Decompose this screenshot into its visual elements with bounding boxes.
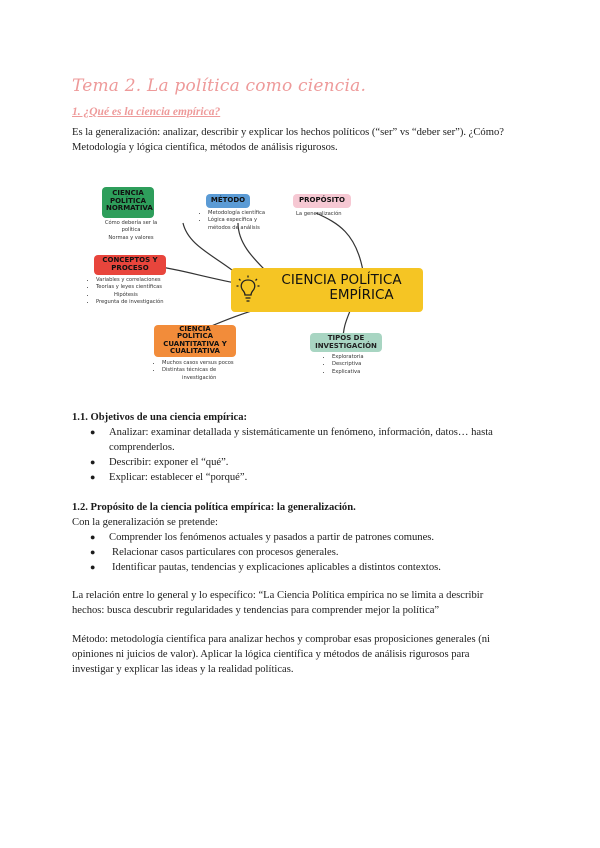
tipos-item: • Explicativa bbox=[332, 369, 384, 376]
objectives-list bbox=[72, 425, 532, 485]
relation-line: La relación entre lo general y lo específico: “La Ciencia Política empírica no se limita a describir bbox=[72, 590, 484, 601]
intro-line: Metodología y lógica científica, métodos de análisis rigurosos. bbox=[72, 142, 338, 153]
list-item-text: Relacionar casos particulares con procesos generales. bbox=[112, 547, 339, 558]
relation-paragraph bbox=[72, 588, 532, 618]
list-item bbox=[72, 455, 532, 470]
list-item bbox=[72, 425, 532, 455]
metodo-item: • Lógica específica y bbox=[208, 217, 280, 224]
list-item-text: Identificar pautas, tendencias y explicaciones aplicables a distintos contextos. bbox=[112, 562, 441, 573]
list-item bbox=[72, 470, 532, 485]
cuantitativa-item: • Distintas técnicas de bbox=[162, 367, 264, 374]
normativa-label-line: POLÍTICA bbox=[109, 196, 147, 205]
generalization-list bbox=[72, 530, 532, 575]
cuantitativa-item: • Muchos casos versus pocos bbox=[162, 360, 264, 367]
normativa-label-line: CIENCIA bbox=[112, 189, 144, 197]
list-item-text: Describir: exponer el “qué”. bbox=[109, 457, 229, 468]
lightbulb-icon bbox=[236, 275, 260, 305]
tipos-item: • Descriptiva bbox=[332, 361, 384, 368]
section-1-heading: 1. ¿Qué es la ciencia empírica? bbox=[72, 106, 221, 118]
bullet-icon: ● bbox=[90, 532, 96, 542]
conceptos-item: • Hipótesis bbox=[96, 292, 183, 299]
section-1-1-heading: 1.1. Objetivos de una ciencia empírica: bbox=[72, 412, 248, 423]
section-1-2-heading: 1.2. Propósito de la ciencia política empírica: la generalización. bbox=[72, 502, 356, 513]
proposito-text: La generalización bbox=[296, 211, 342, 217]
list-item bbox=[72, 545, 532, 560]
tipos-item: • Exploratoria bbox=[332, 354, 384, 361]
method-line: opiniones ni juicios de valor). Aplicar la lógica científica y métodos de análisis rigurosos para bbox=[72, 649, 470, 660]
conceptos-item: • Teorías y leyes científicas bbox=[96, 284, 183, 291]
bullet-icon: ● bbox=[90, 547, 96, 557]
bullet-icon: ● bbox=[90, 457, 96, 467]
conceptos-item: • Pregunta de investigación bbox=[96, 299, 183, 306]
normativa-label-line: NORMATIVA bbox=[106, 204, 153, 212]
cuantitativa-label-line: CUANTITATIVA Y bbox=[163, 339, 227, 348]
normativa-text-line: Cómo debería ser la bbox=[104, 220, 158, 226]
list-item bbox=[72, 560, 532, 575]
method-line: Método: metodología científica para analizar hechos y comprobar esas proposiciones generales (ni bbox=[72, 634, 491, 645]
cuantitativa-item-continued: investigación bbox=[182, 374, 217, 381]
main-topic-box bbox=[231, 268, 423, 312]
tipos-label bbox=[310, 333, 382, 352]
list-item-text: comprenderlos. bbox=[109, 442, 175, 453]
normativa-label bbox=[102, 187, 154, 218]
cuantitativa-label-line: CIENCIA bbox=[179, 325, 211, 333]
main-topic-line: EMPÍRICA bbox=[329, 287, 394, 303]
normativa-text-line: Normas y valores bbox=[108, 234, 154, 241]
cuantitativa-label-line: CUALITATIVA bbox=[170, 346, 220, 355]
conceptos-item: • Variables y correlaciones bbox=[96, 277, 183, 284]
main-topic-title bbox=[259, 273, 424, 303]
section-1-2-lead: Con la generalización se pretende: bbox=[72, 517, 218, 528]
bullet-icon: ● bbox=[90, 562, 96, 572]
normativa-text-line: política bbox=[121, 227, 141, 234]
cuantitativa-label-line: POLÍTICA bbox=[176, 332, 214, 341]
cuantitativa-text bbox=[154, 360, 264, 382]
metodo-item: • Metodología científica bbox=[208, 210, 280, 217]
proposito-label: PROPÓSITO bbox=[293, 194, 351, 208]
mindmap-diagram bbox=[88, 183, 438, 388]
main-topic-line: CIENCIA POLÍTICA bbox=[281, 272, 402, 288]
intro-paragraph bbox=[72, 125, 532, 155]
bullet-icon: ● bbox=[90, 427, 96, 437]
list-item-text: Analizar: examinar detallada y sistemáticamente un fenómeno, información, datos… hasta bbox=[109, 427, 493, 438]
method-line: investigar y explicar las ideas y la realidad políticas. bbox=[72, 664, 294, 675]
conceptos-label bbox=[94, 255, 166, 275]
tipos-label-line: TIPOS DE bbox=[327, 334, 365, 342]
intro-line: Es la generalización: analizar, describir y explicar los hechos políticos (“ser” vs “deber ser”). ¿Cómo? bbox=[72, 127, 504, 138]
metodo-text bbox=[200, 210, 280, 232]
list-item-text: Explicar: establecer el “porqué”. bbox=[109, 472, 248, 483]
bullet-icon: ● bbox=[90, 472, 96, 482]
method-paragraph bbox=[72, 632, 532, 677]
list-item bbox=[72, 530, 532, 545]
conceptos-label-line: CONCEPTOS Y bbox=[102, 256, 158, 264]
tipos-text bbox=[324, 354, 384, 376]
normativa-text bbox=[96, 220, 166, 242]
cuantitativa-label bbox=[154, 325, 236, 357]
tipos-label-line: INVESTIGACIÓN bbox=[315, 341, 377, 350]
list-item-text: Comprender los fenómenos actuales y pasados a partir de patrones comunes. bbox=[109, 532, 435, 543]
conceptos-text bbox=[88, 277, 183, 306]
relation-line: hechos: busca descubrir regularidades y tendencias para comprender mejor la política” bbox=[72, 605, 440, 616]
conceptos-label-line: PROCESO bbox=[111, 263, 149, 272]
metodo-item-continued: métodos de análisis bbox=[208, 224, 260, 231]
page-title: Tema 2. La política como ciencia. bbox=[72, 76, 367, 96]
metodo-label: MÉTODO bbox=[206, 194, 250, 208]
